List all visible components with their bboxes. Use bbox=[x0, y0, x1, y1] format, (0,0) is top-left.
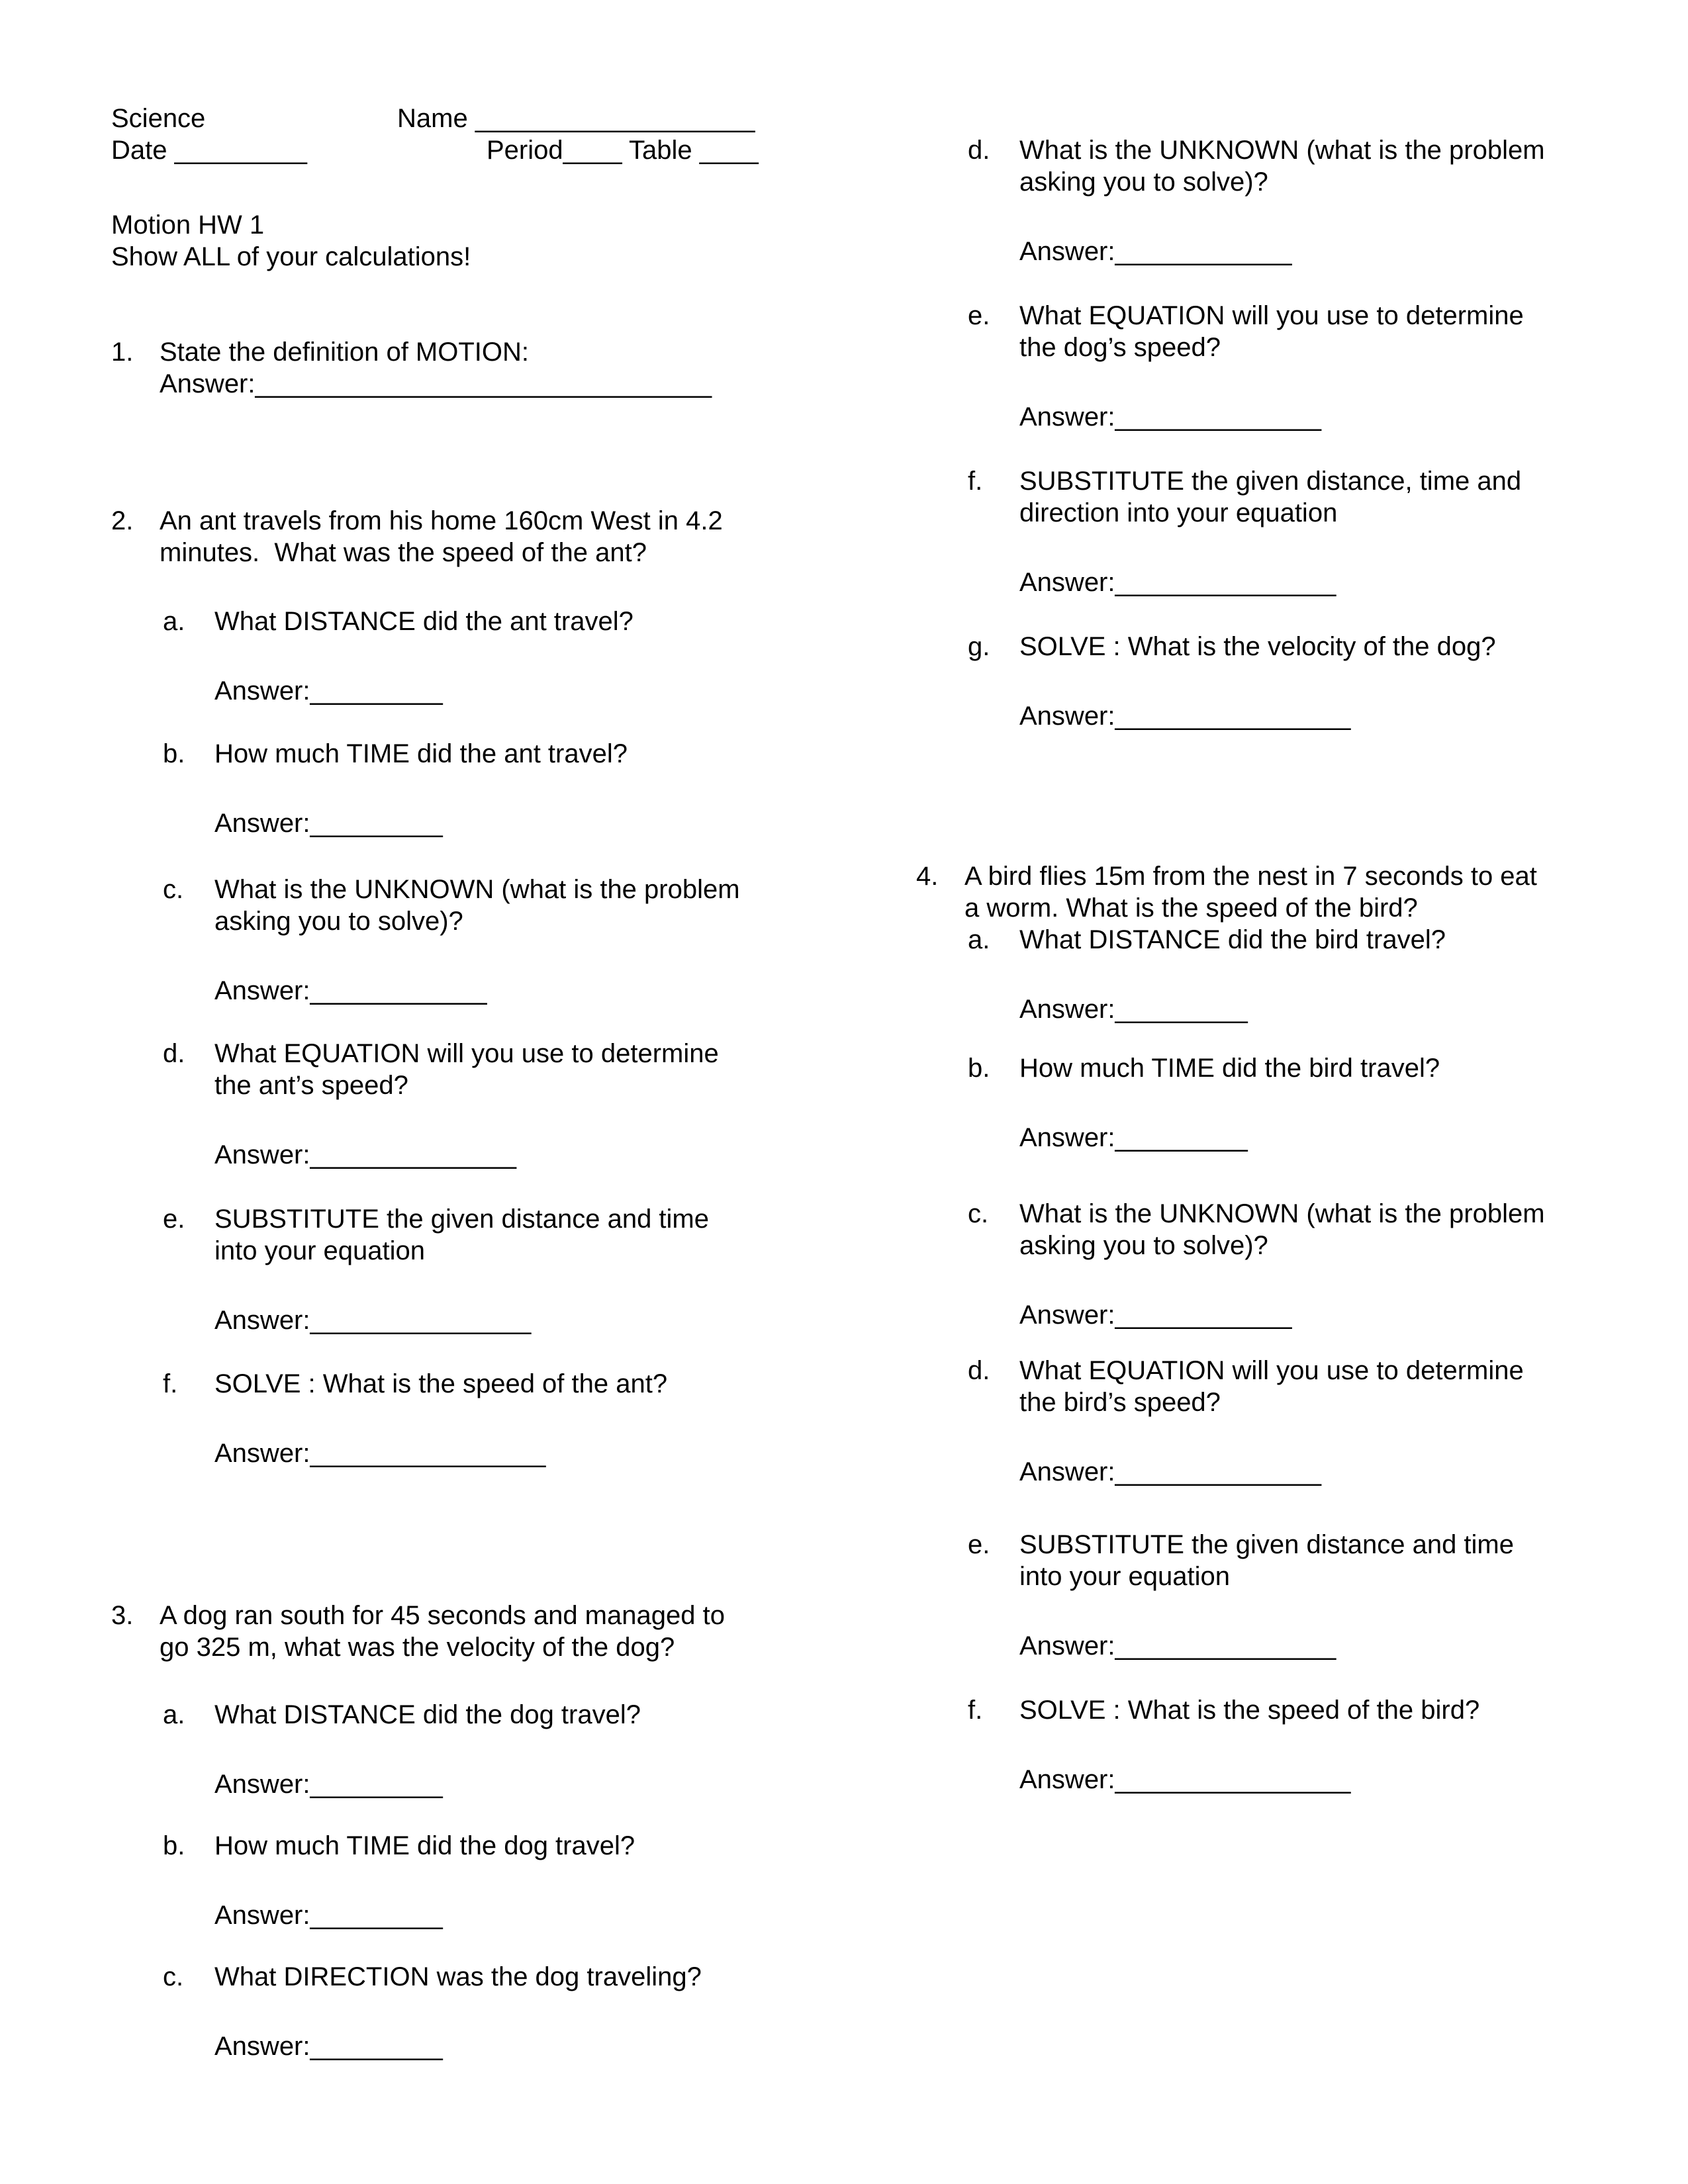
question-3f-answer-blank[interactable]: Answer:_______________ bbox=[1019, 568, 1336, 597]
question-2b-letter: b. bbox=[163, 739, 185, 768]
question-4d-letter: d. bbox=[968, 1356, 990, 1385]
question-3e bbox=[916, 300, 1598, 433]
question-4b-text: How much TIME did the bird travel? bbox=[1019, 1054, 1440, 1083]
question-3d-text-line1: What is the UNKNOWN (what is the problem bbox=[1019, 136, 1545, 165]
question-2b bbox=[111, 738, 826, 839]
question-3c-answer-blank[interactable]: Answer:_________ bbox=[214, 2032, 443, 2061]
question-3e-answer-blank[interactable]: Answer:______________ bbox=[1019, 402, 1321, 432]
question-2d-answer-blank[interactable]: Answer:______________ bbox=[214, 1140, 516, 1169]
question-4a-letter: a. bbox=[968, 925, 990, 954]
question-4c-answer-blank[interactable]: Answer:____________ bbox=[1019, 1300, 1292, 1330]
question-3c bbox=[111, 1961, 826, 2062]
question-4d-answer-blank[interactable]: Answer:______________ bbox=[1019, 1457, 1321, 1486]
question-4c-text-line1: What is the UNKNOWN (what is the problem bbox=[1019, 1199, 1545, 1228]
question-4b-letter: b. bbox=[968, 1054, 990, 1083]
question-4b-answer-blank[interactable]: Answer:_________ bbox=[1019, 1123, 1248, 1152]
name-field[interactable]: Name ___________________ bbox=[397, 104, 755, 133]
question-3b-text: How much TIME did the dog travel? bbox=[214, 1831, 635, 1860]
question-1-text: State the definition of MOTION: bbox=[160, 338, 530, 367]
question-3f bbox=[916, 465, 1598, 598]
question-1 bbox=[111, 336, 826, 400]
question-2a bbox=[111, 606, 826, 707]
question-4c bbox=[916, 1198, 1598, 1331]
question-3c-letter: c. bbox=[163, 1962, 184, 1991]
question-3d bbox=[916, 134, 1598, 267]
question-1-number: 1. bbox=[111, 338, 134, 367]
question-2e bbox=[111, 1203, 826, 1336]
question-4-text-line1: A bird flies 15m from the nest in 7 seconds to eat bbox=[964, 862, 1537, 891]
question-4f-text: SOLVE : What is the speed of the bird? bbox=[1019, 1696, 1480, 1725]
period-table-field[interactable]: Period____ Table ____ bbox=[487, 136, 759, 165]
question-2f-text: SOLVE : What is the speed of the ant? bbox=[214, 1369, 668, 1398]
question-4b bbox=[916, 1052, 1598, 1154]
question-3e-text-line1: What EQUATION will you use to determine bbox=[1019, 301, 1524, 330]
question-3a bbox=[111, 1699, 826, 1800]
question-4f-answer-blank[interactable]: Answer:________________ bbox=[1019, 1765, 1351, 1794]
question-3g bbox=[916, 631, 1598, 732]
question-2f-answer-blank[interactable]: Answer:________________ bbox=[214, 1439, 546, 1468]
question-4a-text: What DISTANCE did the bird travel? bbox=[1019, 925, 1446, 954]
question-2-number: 2. bbox=[111, 506, 134, 535]
question-2a-letter: a. bbox=[163, 607, 185, 636]
question-3d-answer-blank[interactable]: Answer:____________ bbox=[1019, 237, 1292, 266]
question-3b-answer-blank[interactable]: Answer:_________ bbox=[214, 1901, 443, 1930]
question-3f-text-line2: direction into your equation bbox=[1019, 498, 1338, 527]
question-2b-text: How much TIME did the ant travel? bbox=[214, 739, 628, 768]
question-4e-text-line1: SUBSTITUTE the given distance and time bbox=[1019, 1530, 1514, 1559]
question-3-text-line2: go 325 m, what was the velocity of the dog? bbox=[160, 1633, 675, 1662]
question-2a-text: What DISTANCE did the ant travel? bbox=[214, 607, 633, 636]
question-3f-text-line1: SUBSTITUTE the given distance, time and bbox=[1019, 467, 1522, 496]
question-2e-answer-blank[interactable]: Answer:_______________ bbox=[214, 1306, 532, 1335]
question-4a-answer-blank[interactable]: Answer:_________ bbox=[1019, 995, 1248, 1024]
question-3d-text-line2: asking you to solve)? bbox=[1019, 167, 1268, 197]
question-2c-answer-blank[interactable]: Answer:____________ bbox=[214, 976, 487, 1005]
question-3g-text: SOLVE : What is the velocity of the dog? bbox=[1019, 632, 1496, 661]
question-2b-answer-blank[interactable]: Answer:_________ bbox=[214, 809, 443, 838]
question-3-text-line1: A dog ran south for 45 seconds and managed to bbox=[160, 1601, 725, 1630]
question-3b bbox=[111, 1830, 826, 1931]
question-4d-text-line1: What EQUATION will you use to determine bbox=[1019, 1356, 1524, 1385]
question-3b-letter: b. bbox=[163, 1831, 185, 1860]
question-2d-letter: d. bbox=[163, 1039, 185, 1068]
question-3f-letter: f. bbox=[968, 467, 983, 496]
question-2-text-line1: An ant travels from his home 160cm West in 4.2 bbox=[160, 506, 723, 535]
right-column bbox=[916, 0, 1598, 2184]
worksheet-title-block bbox=[111, 209, 826, 273]
question-1-answer-blank[interactable]: Answer:_______________________________ bbox=[160, 369, 712, 398]
worksheet-instructions: Show ALL of your calculations! bbox=[111, 242, 471, 271]
question-3g-letter: g. bbox=[968, 632, 990, 661]
question-2f bbox=[111, 1368, 826, 1469]
question-3a-text: What DISTANCE did the dog travel? bbox=[214, 1700, 641, 1729]
question-2c-letter: c. bbox=[163, 875, 184, 904]
question-2-text-line2: minutes. What was the speed of the ant? bbox=[160, 538, 647, 567]
question-2d-text-line2: the ant’s speed? bbox=[214, 1071, 408, 1100]
question-4d bbox=[916, 1355, 1598, 1488]
date-field[interactable]: Date _________ bbox=[111, 136, 307, 165]
question-2c bbox=[111, 874, 826, 1007]
question-4-text-line2: a worm. What is the speed of the bird? bbox=[964, 893, 1418, 923]
question-3a-letter: a. bbox=[163, 1700, 185, 1729]
question-4 bbox=[916, 860, 1598, 924]
question-3c-text: What DIRECTION was the dog traveling? bbox=[214, 1962, 702, 1991]
question-4d-text-line2: the bird’s speed? bbox=[1019, 1388, 1221, 1417]
worksheet-title: Motion HW 1 bbox=[111, 210, 265, 240]
question-3g-answer-blank[interactable]: Answer:________________ bbox=[1019, 702, 1351, 731]
question-4-number: 4. bbox=[916, 862, 939, 891]
question-2e-letter: e. bbox=[163, 1205, 185, 1234]
question-4c-text-line2: asking you to solve)? bbox=[1019, 1231, 1268, 1260]
question-2 bbox=[111, 505, 826, 569]
question-2e-text-line1: SUBSTITUTE the given distance and time bbox=[214, 1205, 709, 1234]
question-4e-answer-blank[interactable]: Answer:_______________ bbox=[1019, 1631, 1336, 1661]
question-4f-letter: f. bbox=[968, 1696, 983, 1725]
left-column bbox=[111, 0, 826, 2184]
question-4f bbox=[916, 1694, 1598, 1796]
question-3d-letter: d. bbox=[968, 136, 990, 165]
question-2d bbox=[111, 1038, 826, 1171]
question-4e bbox=[916, 1529, 1598, 1662]
question-2f-letter: f. bbox=[163, 1369, 178, 1398]
question-4c-letter: c. bbox=[968, 1199, 989, 1228]
question-3e-text-line2: the dog’s speed? bbox=[1019, 333, 1221, 362]
question-2c-text-line2: asking you to solve)? bbox=[214, 907, 463, 936]
question-3-number: 3. bbox=[111, 1601, 134, 1630]
question-4e-letter: e. bbox=[968, 1530, 990, 1559]
question-2c-text-line1: What is the UNKNOWN (what is the problem bbox=[214, 875, 740, 904]
question-2e-text-line2: into your equation bbox=[214, 1236, 426, 1265]
header-subject: Science bbox=[111, 104, 206, 133]
question-3e-letter: e. bbox=[968, 301, 990, 330]
question-2a-answer-blank[interactable]: Answer:_________ bbox=[214, 676, 443, 705]
question-4e-text-line2: into your equation bbox=[1019, 1562, 1231, 1591]
question-2d-text-line1: What EQUATION will you use to determine bbox=[214, 1039, 719, 1068]
question-4a bbox=[916, 924, 1598, 1025]
question-3 bbox=[111, 1600, 826, 1663]
question-3a-answer-blank[interactable]: Answer:_________ bbox=[214, 1770, 443, 1799]
